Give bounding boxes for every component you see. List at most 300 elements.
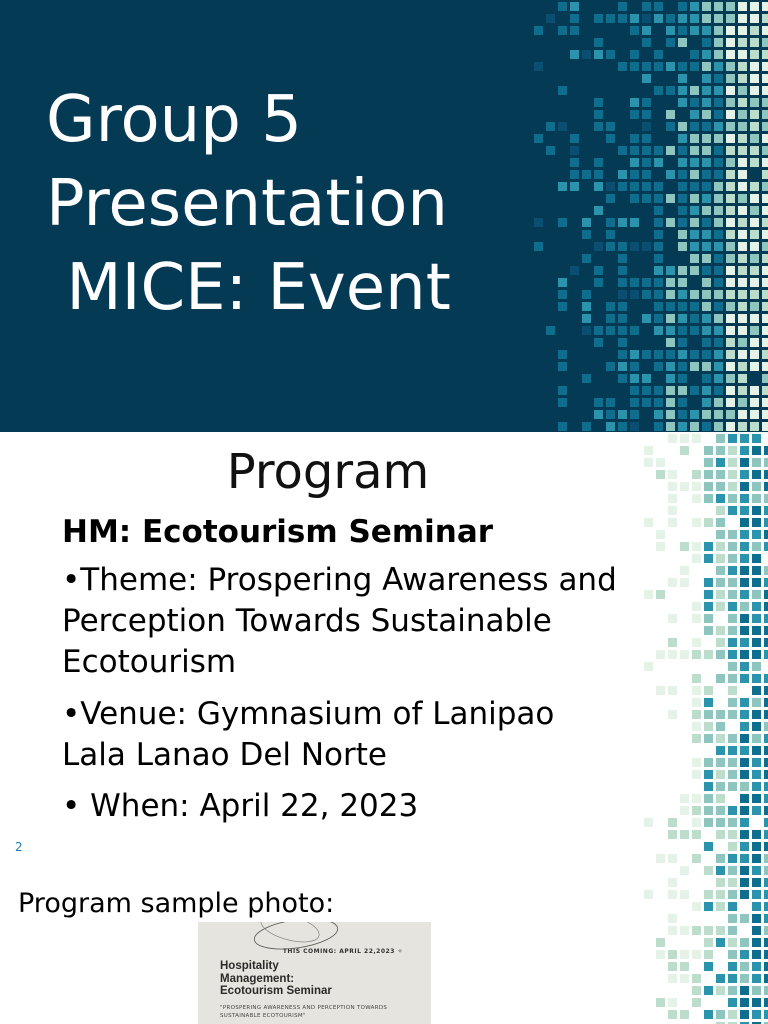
mosaic-tile [702, 350, 711, 359]
mosaic-tile [726, 374, 735, 383]
mosaic-tile [740, 674, 749, 683]
mosaic-tile [702, 290, 711, 299]
mosaic-tile [740, 890, 749, 899]
mosaic-tile [618, 302, 627, 311]
mosaic-tile [752, 902, 761, 911]
mosaic-tile [764, 998, 768, 1007]
mosaic-tile [702, 266, 711, 275]
mosaic-tile [546, 146, 555, 155]
mosaic-tile [678, 398, 687, 407]
mosaic-tile [690, 302, 699, 311]
mosaic-tile [714, 62, 723, 71]
mosaic-tile [752, 986, 761, 995]
mosaic-tile [740, 458, 749, 467]
mosaic-tile [738, 386, 747, 395]
mosaic-tile [728, 938, 737, 947]
mosaic-tile [738, 146, 747, 155]
mosaic-tile [558, 290, 567, 299]
mosaic-tile [738, 254, 747, 263]
mosaic-tile [726, 14, 735, 23]
mosaic-tile [704, 782, 713, 791]
mosaic-tile [570, 158, 579, 167]
mosaic-tile [594, 338, 603, 347]
mosaic-tile [716, 854, 725, 863]
mosaic-tile [570, 170, 579, 179]
mosaic-tile [764, 938, 768, 947]
mosaic-tile [714, 14, 723, 23]
mosaic-tile [752, 938, 761, 947]
mosaic-tile [690, 290, 699, 299]
mosaic-tile [558, 422, 567, 431]
mosaic-tile [752, 566, 761, 575]
mosaic-tile [690, 134, 699, 143]
mosaic-tile [668, 998, 677, 1007]
mosaic-tile [728, 530, 737, 539]
mosaic-tile [656, 590, 665, 599]
mosaic-tile [764, 506, 768, 515]
mosaic-tile [642, 386, 651, 395]
mosaic-tile [642, 2, 651, 11]
mosaic-tile [654, 326, 663, 335]
mosaic-tile [654, 182, 663, 191]
mosaic-tile [702, 26, 711, 35]
mosaic-tile [630, 278, 639, 287]
mosaic-tile [764, 842, 768, 851]
mosaic-tile [692, 902, 701, 911]
mosaic-tile [740, 794, 749, 803]
mosaic-tile [570, 2, 579, 11]
title-line: Presentation [46, 167, 448, 241]
mosaic-tile [630, 158, 639, 167]
mosaic-tile [728, 830, 737, 839]
mosaic-tile [668, 830, 677, 839]
mosaic-tile [738, 278, 747, 287]
mosaic-tile [692, 434, 701, 443]
mosaic-tile [728, 914, 737, 923]
mosaic-tile [714, 350, 723, 359]
mosaic-tile [716, 974, 725, 983]
mosaic-tile [558, 278, 567, 287]
mosaic-tile [630, 362, 639, 371]
mosaic-tile [606, 302, 615, 311]
mosaic-tile [728, 878, 737, 887]
mosaic-tile [714, 314, 723, 323]
mosaic-tile [606, 14, 615, 23]
mosaic-tile [630, 146, 639, 155]
mosaic-tile [558, 182, 567, 191]
mosaic-tile [630, 398, 639, 407]
mosaic-tile [692, 818, 701, 827]
mosaic-tile [764, 518, 768, 527]
mosaic-tile [740, 578, 749, 587]
mosaic-tile [752, 842, 761, 851]
mosaic-tile [726, 242, 735, 251]
mosaic-tile [750, 338, 759, 347]
mosaic-tile [546, 122, 555, 131]
mosaic-tile [764, 986, 768, 995]
mosaic-tile [752, 758, 761, 767]
mosaic-tile [728, 494, 737, 503]
mosaic-tile [678, 230, 687, 239]
mosaic-tile [678, 26, 687, 35]
mosaic-tile [702, 74, 711, 83]
mosaic-tile [702, 194, 711, 203]
mosaic-tile [654, 362, 663, 371]
mosaic-tile [714, 2, 723, 11]
mosaic-tile [702, 38, 711, 47]
mosaic-tile [752, 698, 761, 707]
mosaic-tile [558, 350, 567, 359]
mosaic-tile [740, 938, 749, 947]
mosaic-tile [704, 602, 713, 611]
mosaic-tile [764, 974, 768, 983]
mosaic-tile [726, 170, 735, 179]
mosaic-tile [738, 26, 747, 35]
mosaic-tile [594, 98, 603, 107]
mosaic-tile [654, 254, 663, 263]
mosaic-tile [642, 278, 651, 287]
mosaic-tile [678, 206, 687, 215]
mosaic-tile [654, 14, 663, 23]
mosaic-tile [764, 794, 768, 803]
mosaic-tile [764, 530, 768, 539]
mosaic-tile [690, 206, 699, 215]
mosaic-tile [692, 470, 701, 479]
mosaic-tile [728, 662, 737, 671]
mosaic-tile [714, 242, 723, 251]
mosaic-tile [630, 50, 639, 59]
mosaic-tile [752, 434, 761, 443]
mosaic-tile [728, 602, 737, 611]
mosaic-tile [726, 38, 735, 47]
mosaic-tile [570, 14, 579, 23]
mosaic-tile [740, 842, 749, 851]
mosaic-tile [728, 566, 737, 575]
mosaic-tile [764, 602, 768, 611]
mosaic-tile [630, 194, 639, 203]
mosaic-tile [716, 710, 725, 719]
mosaic-tile [752, 746, 761, 755]
mosaic-tile [738, 374, 747, 383]
mosaic-tile [738, 14, 747, 23]
mosaic-tile [726, 278, 735, 287]
mosaic-tile [762, 338, 768, 347]
mosaic-tile [740, 446, 749, 455]
mosaic-tile [764, 722, 768, 731]
mosaic-tile [738, 362, 747, 371]
mosaic-tile [618, 182, 627, 191]
mosaic-tile [728, 902, 737, 911]
mosaic-tile [656, 530, 665, 539]
mosaic-tile [678, 290, 687, 299]
mosaic-tile [752, 914, 761, 923]
mosaic-tile [702, 146, 711, 155]
mosaic-tile [656, 938, 665, 947]
mosaic-tile [702, 398, 711, 407]
mosaic-tile [702, 326, 711, 335]
mosaic-tile [654, 206, 663, 215]
program-slide [0, 432, 768, 1024]
mosaic-tile [690, 86, 699, 95]
mosaic-tile [726, 266, 735, 275]
mosaic-tile [692, 794, 701, 803]
mosaic-tile [752, 974, 761, 983]
mosaic-tile [702, 182, 711, 191]
mosaic-tile [752, 866, 761, 875]
mosaic-tile [726, 422, 735, 431]
mosaic-tile [716, 734, 725, 743]
mosaic-tile [762, 38, 768, 47]
mosaic-tile [716, 890, 725, 899]
mosaic-tile [714, 230, 723, 239]
mosaic-tile [716, 590, 725, 599]
mosaic-tile [752, 446, 761, 455]
mosaic-tile [702, 302, 711, 311]
mosaic-tile [740, 758, 749, 767]
mosaic-tile [690, 266, 699, 275]
mosaic-tile [680, 542, 689, 551]
mosaic-tile [750, 86, 759, 95]
mosaic-tile [752, 1010, 761, 1019]
mosaic-tile [738, 302, 747, 311]
mosaic-tile [594, 38, 603, 47]
mosaic-tile [546, 14, 555, 23]
mosaic-tile [558, 398, 567, 407]
mosaic-tile [740, 962, 749, 971]
mosaic-tile [750, 350, 759, 359]
mosaic-tile [704, 950, 713, 959]
mosaic-tile [726, 338, 735, 347]
mosaic-tile [702, 86, 711, 95]
mosaic-tile [750, 146, 759, 155]
mosaic-tile [740, 602, 749, 611]
mosaic-tile [726, 326, 735, 335]
mosaic-tile [750, 62, 759, 71]
mosaic-tile [762, 158, 768, 167]
mosaic-tile [668, 518, 677, 527]
mosaic-tile [740, 950, 749, 959]
title-slide [0, 0, 768, 432]
mosaic-tile [570, 134, 579, 143]
mosaic-tile [752, 890, 761, 899]
title-line: Group 5 [46, 83, 302, 157]
mosaic-tile [738, 422, 747, 431]
mosaic-tile [656, 458, 665, 467]
sample-theme-line: "PROSPERING AWARENESS AND PERCEPTION TOWARDS SUSTAINABLE ECOTOURISM" [220, 1005, 388, 1019]
mosaic-tile [704, 794, 713, 803]
mosaic-tile [642, 26, 651, 35]
mosaic-tile [738, 62, 747, 71]
mosaic-tile [668, 686, 677, 695]
mosaic-tile [764, 566, 768, 575]
mosaic-tile [726, 182, 735, 191]
mosaic-tile [690, 410, 699, 419]
mosaic-tile [582, 170, 591, 179]
mosaic-tile [762, 254, 768, 263]
mosaic-tile [704, 962, 713, 971]
mosaic-tile [726, 62, 735, 71]
mosaic-tile [678, 314, 687, 323]
mosaic-tile [750, 410, 759, 419]
mosaic-tile [738, 134, 747, 143]
mosaic-tile [738, 194, 747, 203]
mosaic-tile [630, 350, 639, 359]
mosaic-tile [716, 878, 725, 887]
mosaic-tile [764, 626, 768, 635]
mosaic-tile [728, 770, 737, 779]
mosaic-tile [618, 326, 627, 335]
mosaic-tile [738, 98, 747, 107]
mosaic-tile [740, 974, 749, 983]
mosaic-tile [644, 818, 653, 827]
mosaic-tile [738, 170, 747, 179]
mosaic-tile [764, 470, 768, 479]
mosaic-tile [752, 686, 761, 695]
mosaic-tile [728, 542, 737, 551]
mosaic-tile [752, 662, 761, 671]
mosaic-tile [654, 230, 663, 239]
mosaic-tile [534, 26, 543, 35]
mosaic-tile [534, 134, 543, 143]
mosaic-tile [704, 770, 713, 779]
bullet-date: • When: April 22, 2023 [62, 788, 419, 824]
mosaic-tile [716, 830, 725, 839]
mosaic-tile [738, 230, 747, 239]
mosaic-tile [714, 206, 723, 215]
mosaic-tile [656, 650, 665, 659]
mosaic-tile [762, 146, 768, 155]
mosaic-tile [570, 182, 579, 191]
mosaic-tile [630, 386, 639, 395]
mosaic-tile [740, 734, 749, 743]
mosaic-tile [702, 374, 711, 383]
mosaic-tile [558, 2, 567, 11]
mosaic-tile [642, 74, 651, 83]
mosaic-tile [690, 362, 699, 371]
mosaic-tile [680, 962, 689, 971]
mosaic-tile [726, 350, 735, 359]
mosaic-tile [764, 914, 768, 923]
mosaic-tile [704, 626, 713, 635]
mosaic-tile [606, 410, 615, 419]
mosaic-tile [704, 698, 713, 707]
mosaic-tile [750, 218, 759, 227]
mosaic-tile [740, 854, 749, 863]
mosaic-tile [726, 314, 735, 323]
mosaic-tile [642, 134, 651, 143]
mosaic-tile [728, 686, 737, 695]
mosaic-tile [702, 110, 711, 119]
mosaic-tile [642, 98, 651, 107]
mosaic-tile [726, 50, 735, 59]
mosaic-tile [690, 50, 699, 59]
mosaic-tile [716, 434, 725, 443]
mosaic-tile [606, 182, 615, 191]
mosaic-tile [716, 542, 725, 551]
mosaic-tile [704, 734, 713, 743]
mosaic-tile [678, 278, 687, 287]
mosaic-tile [606, 218, 615, 227]
mosaic-tile [752, 806, 761, 815]
mosaic-tile [714, 26, 723, 35]
mosaic-tile [702, 158, 711, 167]
mosaic-tile [692, 830, 701, 839]
mosaic-tile [702, 386, 711, 395]
mosaic-tile [738, 398, 747, 407]
mosaic-tile [740, 518, 749, 527]
mosaic-tile [692, 482, 701, 491]
mosaic-tile [738, 2, 747, 11]
mosaic-tile [630, 410, 639, 419]
mosaic-tile [594, 206, 603, 215]
mosaic-tile [740, 746, 749, 755]
mosaic-tile [704, 902, 713, 911]
mosaic-tile [618, 422, 627, 431]
mosaic-tile [654, 194, 663, 203]
mosaic-tile [606, 230, 615, 239]
mosaic-tile [690, 386, 699, 395]
mosaic-tile [714, 374, 723, 383]
mosaic-tile [738, 266, 747, 275]
mosaic-tile [740, 998, 749, 1007]
mosaic-tile [702, 362, 711, 371]
mosaic-tile [692, 986, 701, 995]
mosaic-tile [644, 518, 653, 527]
mosaic-tile [666, 110, 675, 119]
mosaic-tile [678, 2, 687, 11]
mosaic-tile [678, 386, 687, 395]
mosaic-tile [690, 2, 699, 11]
mosaic-tile [728, 926, 737, 935]
mosaic-tile [764, 542, 768, 551]
mosaic-tile [654, 242, 663, 251]
mosaic-tile [752, 794, 761, 803]
mosaic-tile [738, 38, 747, 47]
mosaic-tile [606, 122, 615, 131]
mosaic-tile [704, 926, 713, 935]
mosaic-tile [570, 50, 579, 59]
mosaic-tile [716, 758, 725, 767]
mosaic-tile [630, 326, 639, 335]
mosaic-tile [716, 938, 725, 947]
mosaic-tile [678, 182, 687, 191]
mosaic-tile [704, 806, 713, 815]
mosaic-tile [762, 170, 768, 179]
mosaic-tile [704, 578, 713, 587]
mosaic-tile [762, 26, 768, 35]
sample-photo-label: Program sample photo: [18, 888, 335, 919]
mosaic-tile [752, 458, 761, 467]
mosaic-tile [740, 866, 749, 875]
mosaic-tile [618, 254, 627, 263]
mosaic-tile [716, 446, 725, 455]
mosaic-tile [656, 470, 665, 479]
mosaic-tile [726, 398, 735, 407]
mosaic-tile [762, 74, 768, 83]
mosaic-tile [654, 62, 663, 71]
mosaic-tile [740, 770, 749, 779]
slide-subheading: HM: Ecotourism Seminar [62, 514, 494, 550]
mosaic-tile [690, 158, 699, 167]
mosaic-tile [582, 290, 591, 299]
mosaic-tile [738, 242, 747, 251]
mosaic-tile [762, 242, 768, 251]
mosaic-tile [680, 578, 689, 587]
mosaic-tile [668, 578, 677, 587]
mosaic-tile [644, 590, 653, 599]
mosaic-tile [594, 158, 603, 167]
mosaic-tile [690, 122, 699, 131]
